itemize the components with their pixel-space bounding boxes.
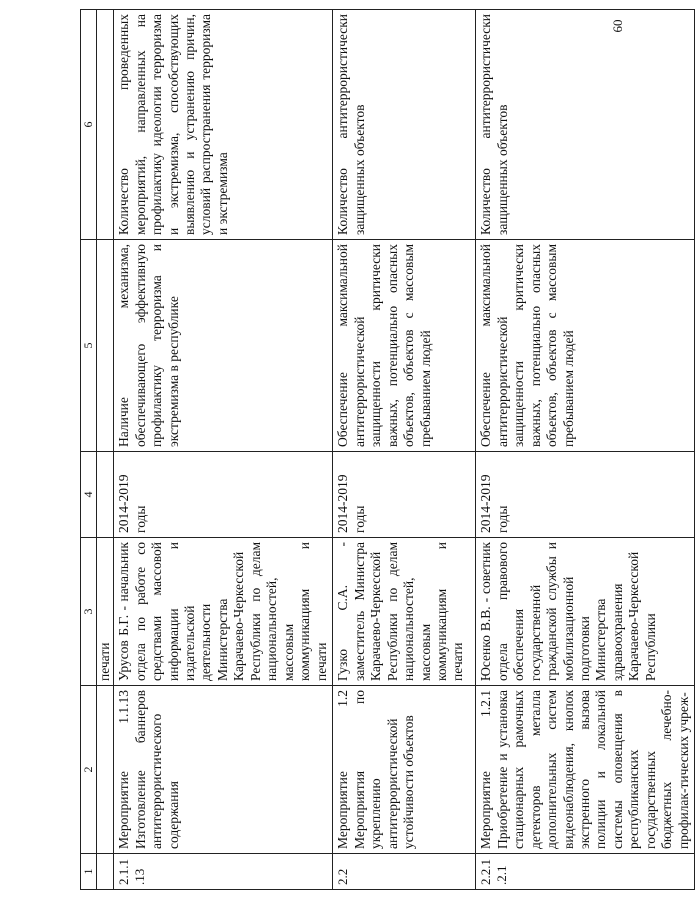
executor-cell: Гузко С.А. - заместитель Министра Карачаево-Черкесской Республики по делам национальностей, массовым коммуникациям и печати	[333, 538, 476, 686]
period-cell: 2014-2019 годы	[114, 452, 333, 538]
column-number: 6	[81, 10, 97, 240]
program-events-table	[80, 9, 695, 890]
period-cell: 2014-2019 годы	[476, 452, 695, 538]
column-number: 5	[81, 240, 97, 452]
continuation-cell	[96, 10, 113, 240]
column-number: 2	[81, 686, 97, 854]
continuation-cell	[96, 452, 113, 538]
indicator-cell: Количество антитеррористически защищенных объектов	[476, 10, 695, 240]
period-cell: 2014-2019 годы	[333, 452, 476, 538]
row-number: 2.2	[333, 854, 476, 890]
table-row	[114, 10, 333, 890]
continuation-cell	[96, 240, 113, 452]
result-cell: Наличие механизма, обеспечивающего эффективную профилактику терроризма и экстремизма в республике	[114, 240, 333, 452]
event-cell: Мероприятие 1.1.13 Изготовление баннеров антитеррористического содержания	[114, 686, 333, 854]
continuation-cell	[96, 854, 113, 890]
continuation-row	[96, 10, 113, 890]
page-number: 60	[610, 19, 625, 33]
executor-cell: Юсенко В.В. - советник отдела правового обеспечения государственной гражданской службы и мобилизационной подготовки Министерства здравоохранения Карачаево-Черкесской Республики	[476, 538, 695, 686]
row-number: 2.2.1.2.1	[476, 854, 695, 890]
column-number: 4	[81, 452, 97, 538]
executor-cell: Урусов Б.Г. - начальник отдела по работе со средствами массовой информации и издательской деятельности Министерства Карачаево-Черкесской Республики по делам национальностей, массовым коммуникациям и печати	[114, 538, 333, 686]
column-number: 3	[81, 538, 97, 686]
result-cell: Обеспечение максимальной антитеррористической защищенности критически важных, потенциально опасных объектов, объектов с массовым пребыванием людей	[333, 240, 476, 452]
row-number: 2.1.1.13	[114, 854, 333, 890]
column-number-row	[81, 10, 97, 890]
continuation-text: печати	[96, 538, 113, 686]
table-row	[476, 10, 695, 890]
event-cell: Мероприятие 1.2.1 Приобретение и установка стационарных рамочных детекторов металла дополнительных систем видеонаблюдения, кнопок экстренного вызова полиции и локальной системы оповещения в республиканских государственных бюджетных лечебно-профилак-тических учреж-	[476, 686, 695, 854]
event-cell: Мероприятие 1.2 Мероприятия по укреплению антитеррористической устойчивости объектов	[333, 686, 476, 854]
continuation-cell	[96, 686, 113, 854]
result-cell: Обеспечение максимальной антитеррористической защищенности критически важных, потенциально опасных объектов, объектов с массовым пребыванием людей	[476, 240, 695, 452]
table-row	[333, 10, 476, 890]
indicator-cell: Количество проведенных мероприятий, направленных на профилактику идеологии терроризма и экстремизма, способствующих выявлению и устранению причин, условий распространения терроризма и экстремизма	[114, 10, 333, 240]
column-number: 1	[81, 854, 97, 890]
indicator-cell: Количество антитеррористически защищенных объектов	[333, 10, 476, 240]
